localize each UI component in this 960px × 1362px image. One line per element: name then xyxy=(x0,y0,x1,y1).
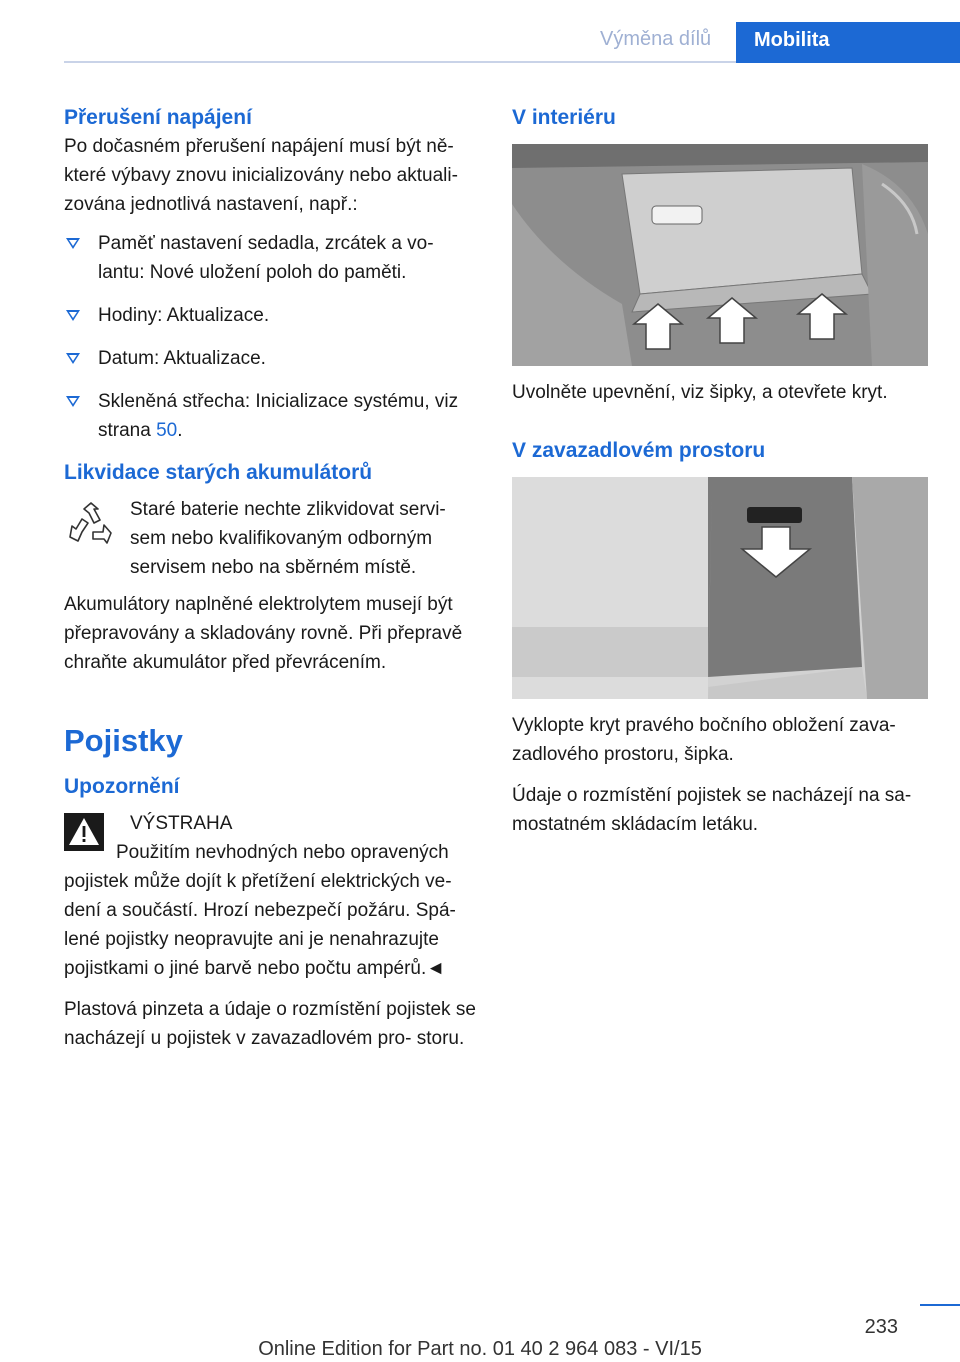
warning-icon xyxy=(64,813,104,851)
disposal-note-text: Staré baterie nechte zlikvidovat servi‐ sem nebo kvalifikovaným odborným servisem nebo na sběrném místě. xyxy=(130,499,446,578)
list-item: Hodiny: Aktualizace. xyxy=(64,301,479,330)
disposal-heading: Likvidace starých akumulátorů xyxy=(64,461,373,484)
edition-line: Online Edition for Part no. 01 40 2 964 083 - VI/15 xyxy=(258,1338,702,1360)
reset-list xyxy=(64,229,479,445)
header-section-tab[interactable]: Výměna dílů xyxy=(600,28,712,50)
triangle-bullet-icon xyxy=(66,238,80,249)
fuse-location-info: Údaje o rozmístění pojistek se nacházejí na sa‐ mostatném skládacím letáku. xyxy=(512,785,912,835)
list-item: Datum: Aktualizace. xyxy=(64,344,479,373)
tweezer-info-text: Plastová pinzeta a údaje o rozmístění pojistek se nacházejí u pojistek v zavazadlovém pro‐ storu. xyxy=(64,999,476,1049)
interior-instruction: Uvolněte upevnění, viz šipky, a otevřete kryt. xyxy=(512,382,888,403)
left-column xyxy=(64,104,479,1053)
page-number: 233 xyxy=(864,1316,898,1338)
power-interruption-heading: Přerušení napájení xyxy=(64,106,252,129)
recycling-icon xyxy=(64,499,118,553)
glovebox-illustration xyxy=(512,144,928,366)
warning-heading: Upozornění xyxy=(64,775,180,798)
triangle-bullet-icon xyxy=(66,353,80,364)
trunk-instruction: Vyklopte kryt pravého bočního obložení zava‐ zadlového prostoru, šipka. xyxy=(512,715,896,765)
triangle-bullet-icon xyxy=(66,310,80,321)
warning-text: Použitím nevhodných nebo opravených pojistek může dojít k přetížení elektrických ve‐ dení a součástí. Hrozí nebezpečí požáru. Spá‐ lené pojistky neopravujte ani je nenahrazujte pojistkami o jiné barvě nebo počtu ampérů.◄ xyxy=(64,842,456,979)
warning-note xyxy=(64,809,479,838)
fuses-heading: Pojistky xyxy=(64,723,183,758)
header-chapter-tab[interactable]: Mobilita xyxy=(736,22,960,63)
footer-rule xyxy=(920,1304,960,1306)
triangle-bullet-icon xyxy=(66,396,80,407)
trunk-heading: V zavazadlovém prostoru xyxy=(512,439,766,462)
trunk-illustration xyxy=(512,477,928,699)
list-item: Skleněná střecha: Inicializace systému, viz strana 50. xyxy=(64,387,479,445)
right-column xyxy=(512,104,928,839)
disposal-text: Akumulátory naplněné elektrolytem musejí být přepravovány a skladovány rovně. Při přepravě chraňte akumulátor před převrácením. xyxy=(64,594,463,673)
page-link[interactable]: 50 xyxy=(156,420,178,441)
warning-label: VÝSTRAHA xyxy=(130,813,233,834)
recycling-note xyxy=(64,495,479,582)
list-item: Paměť nastavení sedadla, zrcátek a vo‐ lantu: Nové uložení poloh do paměti. xyxy=(64,229,479,287)
interior-heading: V interiéru xyxy=(512,106,616,129)
power-interruption-text: Po dočasném přerušení napájení musí být ně‐ které výbavy znovu inicializovány nebo aktuali‐ zována jednotlivá nastavení, např.: xyxy=(64,136,458,215)
